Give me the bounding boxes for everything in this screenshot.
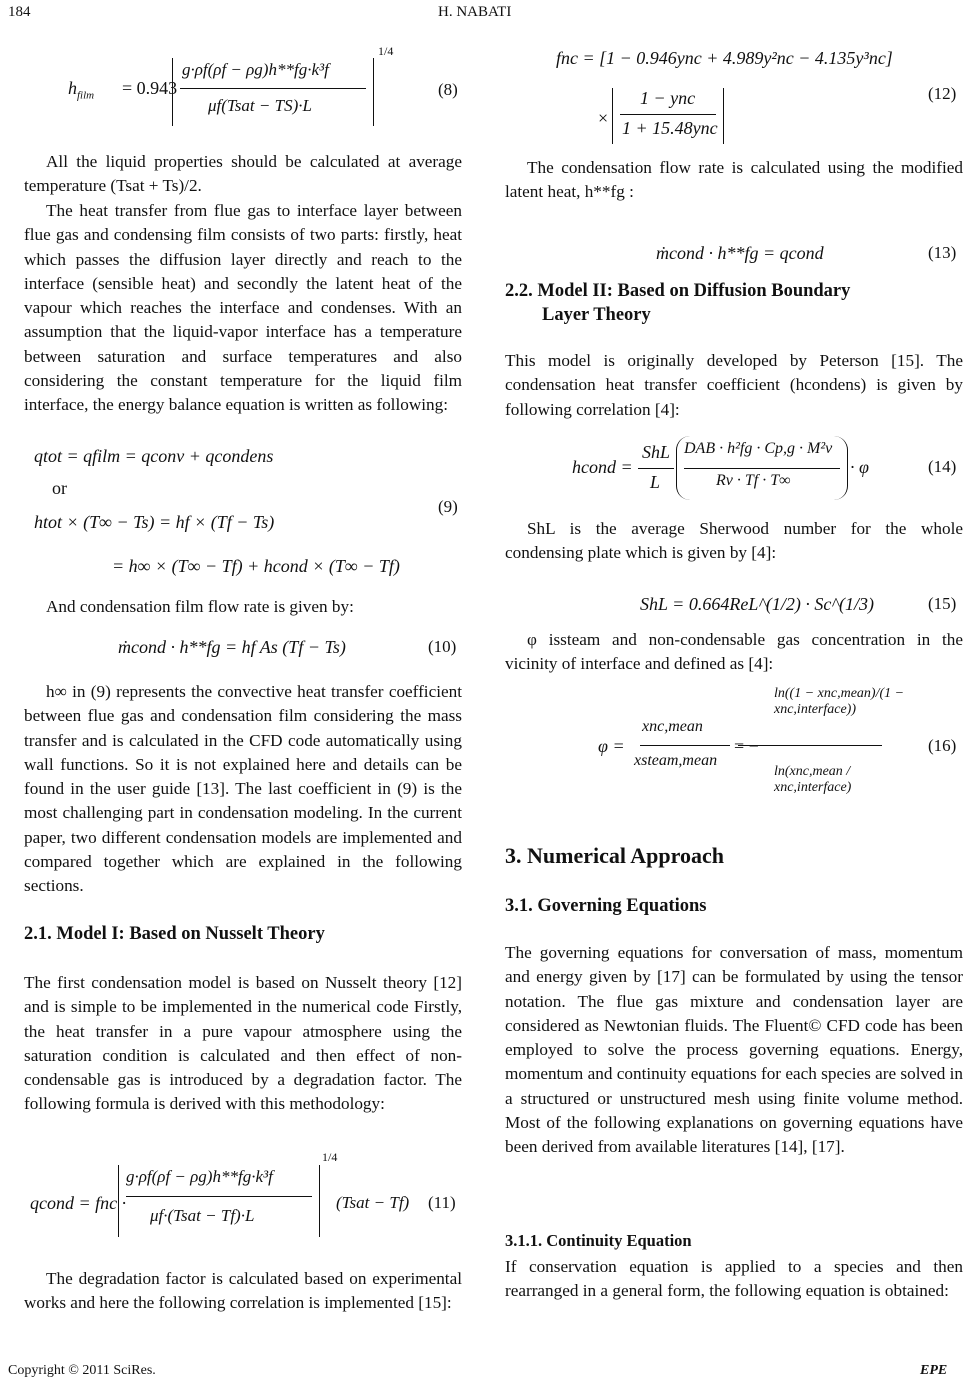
eq11-exponent: 1/4 [322, 1150, 338, 1164]
eq9-line2: htot × (T∞ − Ts) = hf × (Tf − Ts) [34, 512, 275, 532]
paragraph-latent-heat: The condensation flow rate is calculated using the modified latent heat, h**fg : [505, 158, 963, 202]
eq16-ln-numerator: ln((1 − xnc,mean)/(1 − xnc,interface)) [774, 686, 905, 717]
eq14-frac2-numerator: DAB · h²fg · Cp,g · M²v [684, 440, 833, 457]
eq9-or: or [52, 478, 67, 498]
section-2-1-heading: 2.1. Model I: Based on Nusselt Theory [24, 924, 325, 944]
eq14-number: (14) [928, 457, 957, 476]
eq10-number: (10) [428, 637, 457, 656]
paragraph-degradation: The degradation factor is calculated based on experimental works and here the following correlation is implemented [15]: [24, 1269, 462, 1313]
eq9-line3: = h∞ × (T∞ − Tf) + hcond × (T∞ − Tf) [112, 556, 400, 576]
paragraph-h-infinity: h∞ in (9) represents the convective heat transfer coefficient between flue gas and condensation film considering the mass transfer and is calculated in the CFD code automatically using wall functions. So it is not explained here and details can be found in the user guide [13]. The last coefficient in (9) is the most challenging part in condensation modeling. In the current paper, two different condensation models are implemented and compared together which are explained in the following sections. [24, 682, 462, 896]
eq11-lhs: qcond = fnc · [30, 1193, 127, 1213]
paragraph-heat-transfer: The heat transfer from flue gas to interface layer between flue gas and condensing film consists of two parts: firstly, heat which passes the diffusion layer directly and reach to the interface (sensible heat) and secondly the latent heat of the vapour which reaches the interface and condenses. With an assumption that the liquid-vapor interface has a temperature between saturation and surface temperatures and also considering the constant temperature for the liquid film interface, the energy balance equation is written as following: [24, 201, 462, 415]
paragraph-governing: The governing equations for conversation of mass, momentum and energy given by [17] can be formulated by using the tensor notation. The flue gas mixture and condensation layer are considered as Newtonian fluids. The Fluent© CFD code has been employed to solve the process governing equations. Energy, momentum and continuity equations for each species are solved in a structured or unstructured mesh using finite volume method. Most of the following explanations on governing equations have been derived from available literatures [14], [17]. [505, 943, 963, 1157]
eq16-number: (16) [928, 736, 957, 755]
eq16-f1-denominator: xsteam,mean [634, 752, 718, 769]
paragraph-sherwood: ShL is the average Sherwood number for the whole condensing plate which is given by [4]: [505, 519, 963, 563]
eq14-frac1-numerator: ShL [642, 442, 671, 462]
section-2-2-heading-line2: Layer Theory [542, 305, 651, 325]
eq9-line1: qtot = qfilm = qconv + qcondens [34, 446, 274, 466]
eq8-denominator: μf(Tsat − TS)·L [208, 96, 312, 115]
eq8-coef: = 0.943 [122, 78, 178, 98]
eq14-frac2-denominator: Rv · Tf · T∞ [716, 472, 791, 489]
eq16-f1-numerator: xnc,mean [642, 718, 703, 735]
eq15-expr: ShL = 0.664ReL^(1/2) · Sc^(1/3) [640, 594, 874, 614]
section-2-2-heading-line1: 2.2. Model II: Based on Diffusion Boundary [505, 281, 851, 301]
eq12-number: (12) [928, 84, 957, 103]
section-3-1-1-heading: 3.1.1. Continuity Equation [505, 1231, 692, 1250]
eq15-number: (15) [928, 594, 957, 613]
paragraph-phi: φ issteam and non-condensable gas concentration in the vicinity of interface and defined as [4]: [505, 630, 963, 674]
eq11-numerator: g·ρf(ρf − ρg)h**fg·k³f [126, 1167, 273, 1186]
paragraph-peterson: This model is originally developed by Peterson [15]. The condensation heat transfer coefficient (hcondens) is given by following correlation [4]: [505, 351, 963, 419]
eq8-lhs: h [68, 78, 77, 98]
paragraph-nusselt: The first condensation model is based on Nusselt theory [12] and is simple to be implemented in the numerical code Firstly, the heat transfer in a pure vapour atmosphere using the saturation condition is calculated and then effect of non-condensable gas is introduced by a degradation factor. The following formula is derived with this methodology: [24, 973, 462, 1114]
paragraph-avg-temp: All the liquid properties should be calculated at average temperature (Tsat + Ts)/2. [24, 152, 462, 196]
eq8-lhs-sub: film [77, 89, 95, 102]
eq10-expr: ṁcond · h**fg = hf As (Tf − Ts) [118, 637, 346, 657]
section-3-1-heading: 3.1. Governing Equations [505, 896, 707, 916]
eq14-lhs: hcond = [572, 457, 633, 477]
eq8-number: (8) [438, 80, 458, 99]
running-title: H. NABATI [438, 4, 512, 20]
eq8-exponent: 1/4 [378, 44, 394, 58]
eq16-phi: φ = [598, 736, 625, 756]
eq12-line1: fnc = [1 − 0.946ync + 4.989y²nc − 4.135y³nc] [556, 48, 893, 68]
eq16-ln-denominator: ln(xnc,mean / xnc,interface) [774, 764, 852, 795]
eq11-number: (11) [428, 1193, 456, 1212]
journal-abbrev: EPE [920, 1363, 948, 1378]
paragraph-continuity: If conservation equation is applied to a species and then rearranged in a general form, the following equation is obtained: [505, 1257, 963, 1301]
copyright: Copyright © 2011 SciRes. [8, 1363, 156, 1378]
eq8-numerator: g·ρf(ρf − ρg)h**fg·k³f [182, 60, 329, 79]
eq9-number: (9) [438, 497, 458, 516]
paragraph-film-flow: And condensation film flow rate is given by: [46, 597, 354, 616]
eq14-frac1-denominator: L [650, 472, 661, 492]
eq11-denominator: μf·(Tsat − Tf)·L [150, 1206, 255, 1225]
eq13-expr: ṁcond · h**fg = qcond [656, 243, 824, 263]
section-3-heading: 3. Numerical Approach [505, 843, 724, 868]
page-number: 184 [8, 4, 31, 20]
eq16-eqminus: = − [734, 736, 759, 756]
eq14-tail: · φ [850, 457, 869, 477]
eq12-frac-numerator: 1 − ync [640, 88, 696, 108]
eq13-number: (13) [928, 243, 957, 262]
eq12-frac-denominator: 1 + 15.48ync [622, 118, 718, 138]
eq11-tail: (Tsat − Tf) [336, 1193, 410, 1212]
